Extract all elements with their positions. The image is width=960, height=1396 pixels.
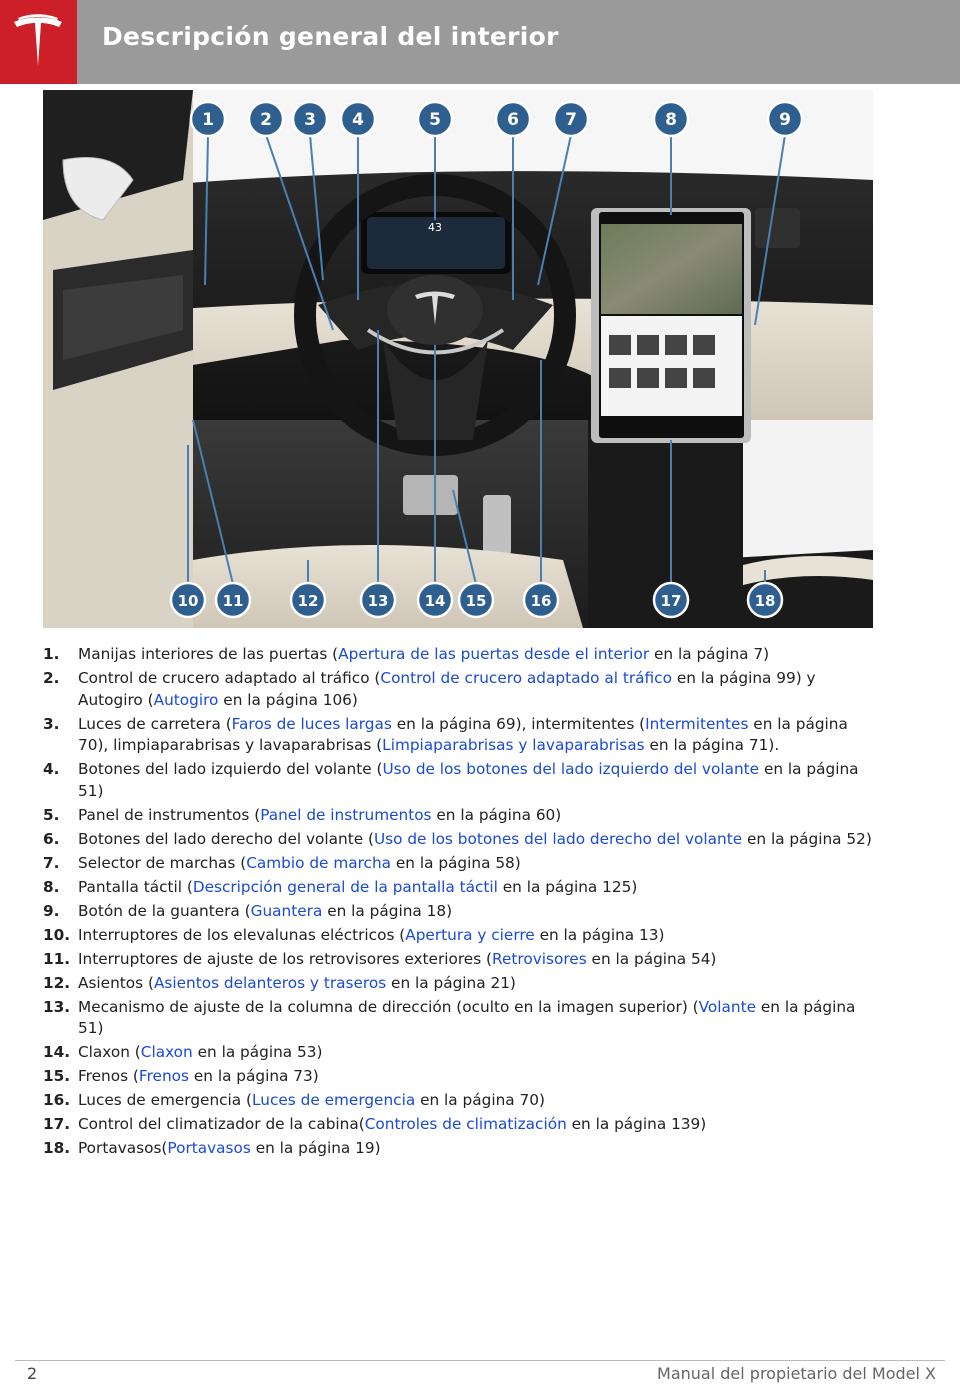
list-item [43,1114,883,1136]
list-item [43,997,883,1040]
cross-reference-link[interactable]: Luces de emergencia [252,1091,416,1109]
cross-reference-link[interactable]: Apertura de las puertas desde el interior [338,645,650,663]
callout-number: 14 [424,592,446,610]
list-item [43,949,883,971]
item-number: 16. [43,1091,71,1109]
callout-badge [291,583,325,617]
list-item [43,759,883,802]
interior-overview-figure [43,90,873,628]
callout-badge [216,583,250,617]
item-text: Asientos ( [78,973,154,992]
item-text: en la página 7) [649,645,770,663]
callout-badge [654,583,688,617]
list-item [43,714,883,757]
list-item [43,829,883,851]
list-item [43,1066,883,1088]
callout-number: 4 [352,110,364,130]
item-number: 18. [43,1139,71,1157]
callout-badge [249,102,283,136]
cross-reference-link[interactable]: Portavasos [167,1139,251,1157]
callout-number: 2 [260,110,272,130]
item-number: 14. [43,1043,71,1061]
item-text: en la página 73) [188,1067,319,1085]
item-text: en la página 54) [586,949,717,968]
callout-number: 12 [297,592,319,610]
list-item [43,668,883,711]
item-text: en la página 125) [497,877,638,896]
item-number: 9. [43,901,60,920]
callout-badge [654,102,688,136]
list-item [43,644,883,666]
item-text: Mecanismo de ajuste de la columna de dirección (oculto en la imagen superior) ( [78,997,699,1016]
cross-reference-link[interactable]: Autogiro [153,690,219,709]
cross-reference-link[interactable]: Cambio de marcha [246,853,392,872]
item-text: Botones del lado derecho del volante ( [78,829,374,848]
item-text: Portavasos( [78,1139,168,1157]
item-text: Botón de la guantera ( [78,901,251,920]
item-number: 13. [43,997,71,1016]
item-text: Botones del lado izquierdo del volante ( [78,760,383,778]
item-text: Panel de instrumentos ( [78,805,261,824]
item-number: 8. [43,877,60,896]
callout-badge [459,583,493,617]
page-title: Descripción general del interior [102,22,559,51]
item-number: 12. [43,973,71,992]
item-text: en la página 70) [415,1091,545,1109]
item-number: 17. [43,1115,71,1133]
callout-badge [768,102,802,136]
item-text: Interruptores de los elevalunas eléctricos ( [78,925,406,944]
item-number: 7. [43,853,60,872]
callout-number: 6 [507,110,519,130]
item-number: 11. [43,949,71,968]
list-item [43,925,883,947]
cross-reference-link[interactable]: Uso de los botones del lado derecho del volante [373,829,743,848]
component-list [43,644,883,1162]
item-number: 6. [43,829,60,848]
callout-badge [748,583,782,617]
item-text: Interruptores de ajuste de los retrovisores exteriores ( [78,949,493,968]
callout-badge [524,583,558,617]
callout-number: 8 [665,110,677,130]
item-text: Claxon ( [78,1043,141,1061]
item-number: 15. [43,1067,71,1085]
cross-reference-link[interactable]: Control de crucero adaptado al tráfico [380,669,672,687]
callout-number: 11 [222,592,244,610]
item-text: Luces de emergencia ( [78,1091,253,1109]
cross-reference-link[interactable]: Intermitentes [645,714,749,733]
list-item [43,973,883,995]
tesla-t-icon [12,14,64,70]
item-text: en la página 58) [391,853,521,872]
cross-reference-link[interactable]: Claxon [140,1043,193,1061]
item-text: en la página 69), intermitentes ( [391,714,646,733]
callout-badge [191,102,225,136]
callout-badge [341,102,375,136]
cross-reference-link[interactable]: Retrovisores [492,949,587,968]
item-text: Manijas interiores de las puertas ( [78,645,339,663]
item-text: en la página 51) [78,997,856,1037]
item-number: 2. [43,669,60,687]
callout-number: 7 [565,110,577,130]
cross-reference-link[interactable]: Limpiaparabrisas y lavaparabrisas [382,736,645,754]
callout-number: 15 [465,592,487,610]
callout-number: 10 [177,592,199,610]
cross-reference-link[interactable]: Uso de los botones del lado izquierdo del volante [382,760,760,778]
callout-number: 17 [660,592,682,610]
page-number: 2 [27,1364,38,1383]
cross-reference-link[interactable]: Descripción general de la pantalla táctil [192,877,498,896]
cross-reference-link[interactable]: Guantera [250,901,323,920]
callout-badge [418,583,452,617]
cross-reference-link[interactable]: Controles de climatización [364,1115,567,1133]
list-item [43,1090,883,1112]
callout-number: 1 [202,110,214,130]
cross-reference-link[interactable]: Apertura y cierre [405,925,535,944]
item-text: Control del climatizador de la cabina( [78,1115,365,1133]
cross-reference-link[interactable]: Panel de instrumentos [260,805,432,824]
item-text: en la página 60) [431,805,562,824]
item-text: Pantalla táctil ( [78,877,193,896]
page-header [0,0,960,84]
list-item [43,853,883,875]
item-text: en la página 19) [250,1139,381,1157]
item-text: Frenos ( [78,1067,139,1085]
cross-reference-link[interactable]: Faros de luces largas [231,714,392,733]
list-item [43,1042,883,1064]
cross-reference-link[interactable]: Frenos [138,1067,189,1085]
list-item [43,1138,883,1160]
item-text: en la página 18) [322,901,453,920]
manual-title: Manual del propietario del Model X [657,1364,936,1383]
item-text: en la página 52) [742,829,872,848]
callout-badge [418,102,452,136]
list-item [43,901,883,923]
callout-number: 16 [530,592,552,610]
callout-badge [496,102,530,136]
callout-number: 18 [754,592,776,610]
callout-badge [554,102,588,136]
callout-badge [293,102,327,136]
item-text: Luces de carretera ( [78,714,232,733]
list-item [43,805,883,827]
list-item [43,877,883,899]
item-text: en la página 13) [534,925,665,944]
item-text: en la página 70), limpiaparabrisas y lavaparabrisas ( [78,714,848,754]
item-text: Control de crucero adaptado al tráfico ( [78,669,381,687]
item-text: en la página 21) [386,973,516,992]
item-text: en la página 99) y Autogiro ( [78,669,816,709]
cross-reference-link[interactable]: Volante [698,997,756,1016]
cross-reference-link[interactable]: Asientos delanteros y traseros [153,973,387,992]
speed-readout: 43 [428,221,442,234]
callout-number: 5 [429,110,441,130]
item-number: 1. [43,645,60,663]
callout-number: 9 [779,110,791,130]
item-text: Selector de marchas ( [78,853,247,872]
item-text: en la página 71). [644,736,780,754]
item-text: en la página 139) [566,1115,707,1133]
item-text: en la página 53) [192,1043,323,1061]
item-number: 5. [43,805,60,824]
footer-divider [15,1360,945,1361]
item-number: 3. [43,714,60,733]
callout-badge [171,583,205,617]
item-number: 4. [43,760,60,778]
tesla-logo [0,0,77,84]
item-text: en la página 106) [218,690,358,709]
callout-number: 13 [367,592,389,610]
item-number: 10. [43,925,71,944]
callout-number: 3 [304,110,316,130]
callout-badge [361,583,395,617]
item-text: en la página 51) [78,760,859,800]
